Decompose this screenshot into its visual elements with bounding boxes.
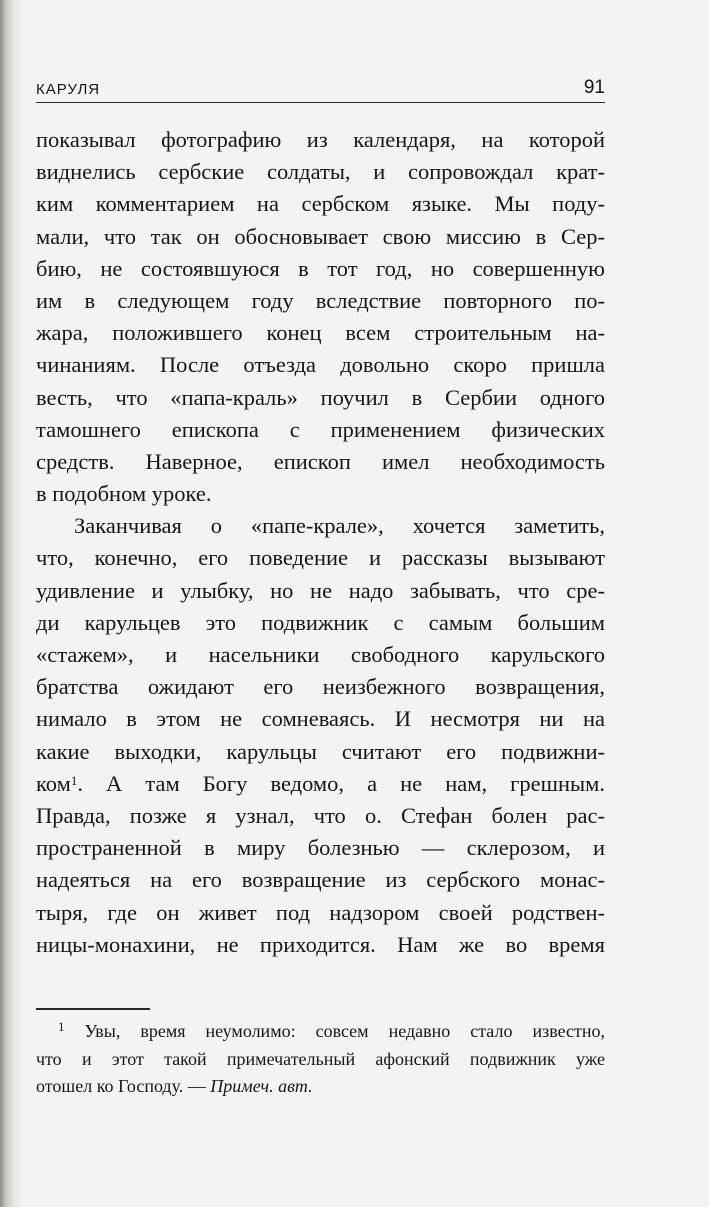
- footnote-text: отошел ко Господу. —: [36, 1076, 211, 1096]
- text-line: ким комментарием на сербском языке. Мы поду-: [36, 191, 605, 217]
- text-line: что, конечно, его поведение и рассказы вызывают: [36, 545, 605, 571]
- text-line-start: ком: [36, 770, 71, 796]
- text-line: пространенной в миру болезнью — склерозом, и: [36, 835, 605, 861]
- main-text: [36, 124, 605, 961]
- page-binding-shadow: [0, 0, 22, 1207]
- paragraph-first-line: Заканчивая о «папе-крале», хочется заметить,: [74, 513, 605, 539]
- text-line-with-note: [36, 768, 605, 800]
- text-line: мали, что так он обосновывает свою миссию в Сер-: [36, 223, 605, 249]
- text-line: надеяться на его возвращение из сербского монас-: [36, 867, 605, 893]
- footnote-text: Увы, время неумолимо: совсем недавно стало известно,: [84, 1021, 606, 1041]
- footnote: [36, 1018, 605, 1101]
- text-line: братства ожидают его неизбежного возвращения,: [36, 674, 605, 700]
- text-line: жара, положившего конец всем строительным на-: [36, 320, 605, 346]
- page-number: 91: [583, 77, 605, 98]
- text-line: в подобном уроке.: [36, 481, 212, 507]
- text-line: ницы-монахини, не приходится. Нам же во время: [36, 931, 605, 957]
- text-line: бию, не состоявшуюся в тот год, но совершенную: [36, 255, 605, 281]
- text-line-end: . А там Богу ведомо, а не нам, грешным.: [77, 770, 605, 796]
- text-line: «стажем», и насельники свободного карульского: [36, 642, 605, 667]
- text-line: Правда, позже я узнал, что о. Стефан болен рас-: [36, 802, 605, 828]
- text-line: чинаниям. После отъезда довольно скоро пришла: [36, 352, 605, 378]
- footnote-reference[interactable]: 1: [70, 772, 78, 788]
- text-line: виднелись сербские солдаты, и сопровождал крат-: [36, 159, 605, 185]
- footnote-divider: [36, 1008, 150, 1010]
- footnote-line: [36, 1018, 605, 1046]
- text-line: средств. Наверное, епископ имел необходимость: [36, 448, 605, 474]
- text-line: показывал фотографию из календаря, на которой: [36, 127, 605, 152]
- text-line: ди карульцев это подвижник с самым большим: [36, 609, 605, 635]
- footnote-mark: 1: [58, 1019, 65, 1034]
- author-note-label: Примеч. авт.: [210, 1076, 313, 1096]
- text-line: нимало в этом не сомневаясь. И несмотря ни на: [36, 706, 605, 732]
- text-line: им в следующем году вследствие повторного по-: [36, 287, 605, 313]
- page-header: [36, 72, 605, 103]
- footnote-line: [36, 1073, 605, 1101]
- footnote-line: что и этот такой примечательный афонский подвижник уже: [36, 1048, 605, 1069]
- running-title: КАРУЛЯ: [36, 81, 101, 98]
- text-line: тыря, где он живет под надзором своей родствен-: [36, 899, 605, 925]
- text-line: удивление и улыбку, но не надо забывать, что сре-: [36, 577, 605, 603]
- text-line: весть, что «папа-краль» поучил в Сербии одного: [36, 384, 605, 410]
- text-line: какие выходки, карульцы считают его подвижни-: [36, 738, 605, 764]
- text-line: тамошнего епископа с применением физических: [36, 416, 605, 442]
